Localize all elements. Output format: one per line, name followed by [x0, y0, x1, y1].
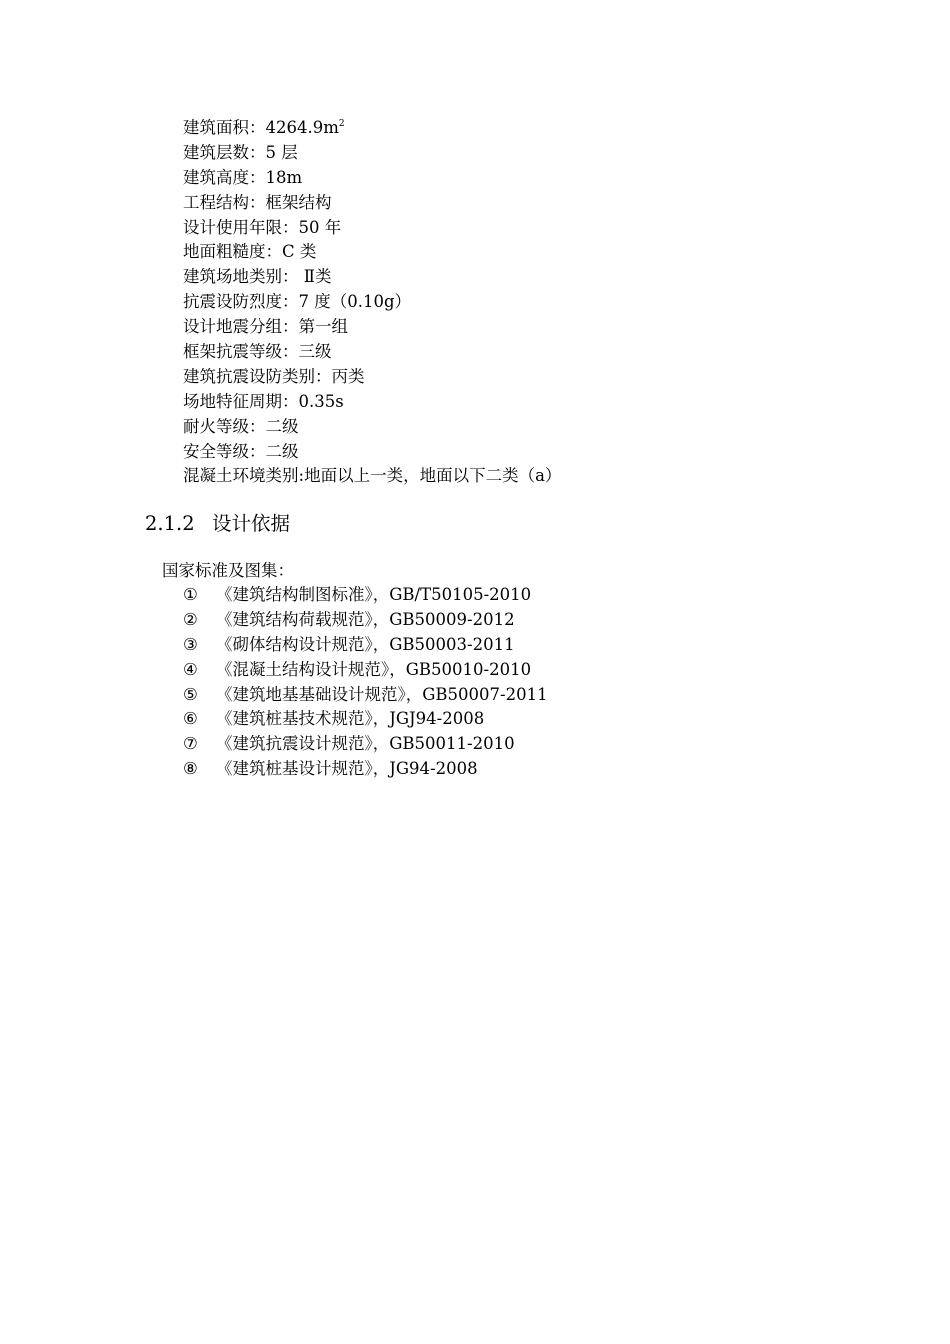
reference-text: 《建筑抗震设计规范》，GB50011-2010 — [216, 734, 515, 754]
reference-text: 《建筑地基基础设计规范》，GB50007-2011 — [216, 684, 548, 704]
reference-text: 《建筑桩基技术规范》，JGJ94-2008 — [216, 709, 485, 729]
list-marker: ① — [183, 585, 198, 604]
section-number: 2.1.2 — [145, 512, 195, 535]
reference-text: 《建筑桩基设计规范》，JG94-2008 — [216, 759, 478, 779]
spec-label: 抗震设防烈度： — [183, 292, 299, 312]
spec-value: 5 层 — [265, 142, 298, 162]
spec-item-roughness — [183, 240, 561, 265]
spec-item-structure — [183, 191, 561, 216]
spec-label: 建筑高度： — [183, 167, 266, 187]
reference-text: 《建筑结构荷载规范》，GB50009-2012 — [216, 609, 515, 629]
spec-item-site-class — [183, 265, 561, 290]
list-marker: ② — [183, 609, 198, 629]
spec-label: 混凝土环境类别: — [183, 466, 305, 486]
section-heading — [145, 509, 290, 539]
spec-item-service-life — [183, 216, 561, 241]
spec-value: 框架结构 — [265, 192, 332, 212]
spec-value: 二级 — [265, 416, 299, 436]
spec-value: 三级 — [298, 342, 332, 362]
spec-item-seismic-group — [183, 315, 561, 340]
spec-item-fire-rating — [183, 415, 561, 440]
spec-item-fortification-category — [183, 365, 561, 390]
list-marker: ⑥ — [183, 709, 198, 729]
spec-label: 设计地震分组： — [183, 317, 299, 337]
list-marker: ⑧ — [183, 759, 198, 779]
spec-label: 耐火等级： — [183, 416, 266, 436]
spec-value: 7 度（0.10g） — [298, 292, 412, 312]
spec-label: 建筑面积： — [183, 118, 266, 137]
spec-item-concrete-environment — [183, 464, 561, 489]
spec-value: 第一组 — [298, 317, 348, 337]
spec-item-building-area — [183, 116, 561, 141]
spec-value: 50 年 — [298, 217, 342, 237]
list-item — [183, 683, 548, 708]
list-item — [183, 583, 548, 608]
list-item — [183, 633, 548, 658]
standards-intro: 国家标准及图集： — [162, 561, 294, 580]
spec-value: 18m — [265, 167, 303, 187]
standards-list — [183, 583, 548, 782]
spec-value: Ⅱ类 — [298, 267, 332, 287]
spec-label: 建筑场地类别： — [183, 267, 299, 287]
spec-value: 二级 — [265, 441, 299, 461]
spec-label: 设计使用年限： — [183, 217, 299, 237]
spec-value: 丙类 — [331, 366, 365, 386]
spec-label: 建筑抗震设防类别： — [183, 366, 332, 386]
spec-label: 地面粗糙度： — [183, 242, 282, 262]
spec-label: 工程结构： — [183, 192, 266, 212]
spec-label: 框架抗震等级： — [183, 342, 299, 362]
spec-item-seismic-intensity — [183, 290, 561, 315]
spec-item-floors — [183, 141, 561, 166]
spec-value: 4264.9m — [265, 118, 339, 137]
list-marker: ③ — [183, 634, 198, 654]
spec-item-safety-grade — [183, 440, 561, 465]
spec-item-height — [183, 166, 561, 191]
spec-value: 地面以上一类，地面以下二类（a） — [304, 466, 562, 486]
project-spec-list — [183, 116, 561, 489]
spec-label: 场地特征周期： — [183, 391, 299, 411]
spec-label: 建筑层数： — [183, 142, 266, 162]
spec-label: 安全等级： — [183, 441, 266, 461]
list-item — [183, 608, 548, 633]
spec-item-site-period — [183, 390, 561, 415]
reference-text: 《砌体结构设计规范》，GB50003-2011 — [216, 634, 515, 654]
list-marker: ④ — [183, 659, 198, 679]
list-item — [183, 658, 548, 683]
list-item — [183, 707, 548, 732]
list-item — [183, 732, 548, 757]
list-marker: ⑤ — [183, 684, 198, 704]
reference-text: 《建筑结构制图标准》，GB/T50105-2010 — [216, 585, 532, 604]
reference-text: 《混凝土结构设计规范》，GB50010-2010 — [216, 659, 532, 679]
spec-item-frame-grade — [183, 340, 561, 365]
spec-value: C 类 — [282, 242, 317, 262]
section-title: 设计依据 — [212, 512, 291, 535]
spec-unit-superscript: 2 — [338, 119, 345, 129]
list-item — [183, 757, 548, 782]
list-marker: ⑦ — [183, 734, 198, 754]
spec-value: 0.35s — [298, 391, 344, 411]
